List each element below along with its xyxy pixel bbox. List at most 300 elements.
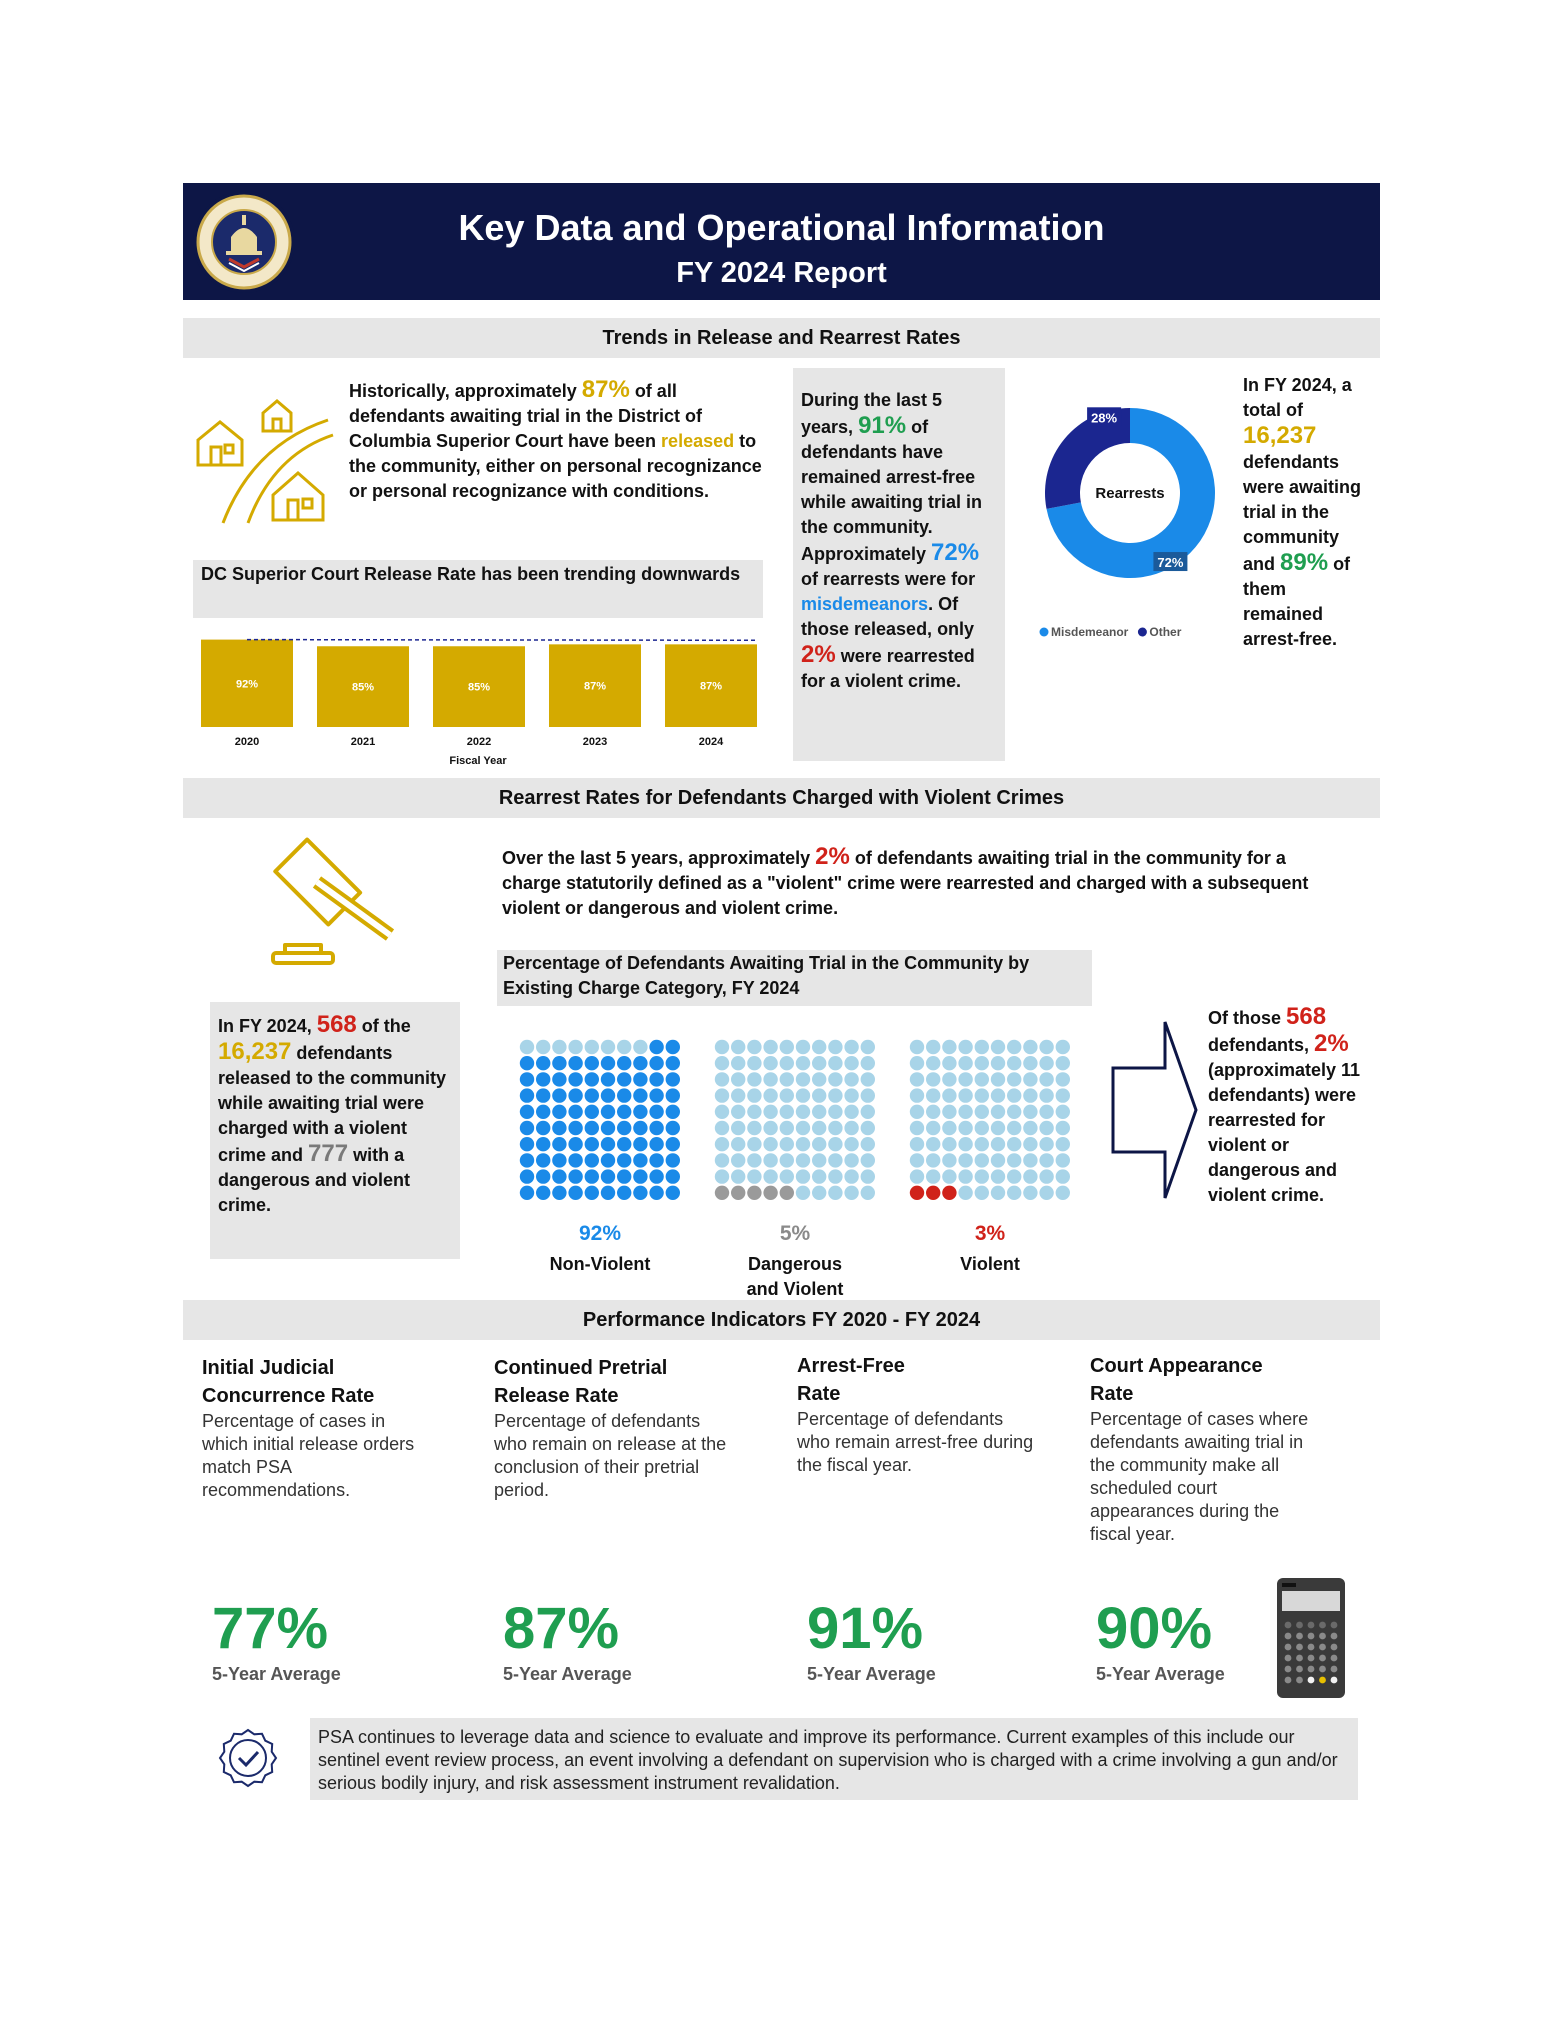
bar-value-label: 85%	[467, 681, 491, 694]
waffle-dot	[731, 1186, 745, 1200]
waffle-dot	[942, 1056, 956, 1070]
waffle-dot	[601, 1072, 615, 1086]
waffle-dot	[552, 1186, 566, 1200]
waffle-dot	[812, 1105, 826, 1119]
calculator-key	[1331, 1677, 1338, 1684]
indicator-value-block	[212, 1595, 341, 1685]
waffle-dot	[958, 1186, 972, 1200]
waffle-dot	[715, 1056, 729, 1070]
waffle-dot	[828, 1121, 842, 1135]
waffle-dot	[633, 1105, 647, 1119]
violent-intro-text: Over the last 5 years, approximately 2% of defendants awaiting trial in the community for a charge statutorily defined as a "violent" crime were rearrested and charged with a subsequent violent or dangerous and violent crime.	[502, 843, 1309, 918]
waffle-dot	[520, 1169, 534, 1183]
waffle-dot	[828, 1137, 842, 1151]
waffle-dot	[763, 1137, 777, 1151]
calculator-key	[1285, 1655, 1292, 1662]
waffle-dot	[552, 1040, 566, 1054]
waffle-dot	[520, 1153, 534, 1167]
waffle-dot	[1039, 1105, 1053, 1119]
indicator-value: 77%	[212, 1596, 329, 1661]
indicator-title: Court Appearance Rate	[1090, 1355, 1263, 1405]
waffle-dot	[617, 1121, 631, 1135]
waffle-dot	[926, 1040, 940, 1054]
waffle-dot	[633, 1169, 647, 1183]
calculator-key	[1296, 1633, 1303, 1640]
x-axis-label: Fiscal Year	[449, 755, 507, 767]
waffle-dot	[958, 1121, 972, 1135]
waffle-dot	[975, 1186, 989, 1200]
calculator-key	[1308, 1677, 1315, 1684]
waffle-dot	[536, 1105, 550, 1119]
waffle-dot	[715, 1088, 729, 1102]
waffle-dot	[975, 1137, 989, 1151]
waffle-dot	[910, 1072, 924, 1086]
waffle-dot	[796, 1088, 810, 1102]
waffle-dot	[763, 1153, 777, 1167]
indicator-value-block	[1096, 1595, 1225, 1685]
waffle-grid	[714, 1039, 876, 1201]
waffle-dot	[942, 1088, 956, 1102]
waffle-dot	[910, 1105, 924, 1119]
waffle-dot	[715, 1153, 729, 1167]
waffle-dot	[601, 1153, 615, 1167]
houses-road-icon	[193, 395, 343, 525]
waffle-dot	[828, 1105, 842, 1119]
indicator-description: Percentage of defendants who remain arrest-free during the fiscal year.	[797, 1409, 1034, 1475]
indicator-description: Percentage of cases where defendants awaiting trial in the community make all scheduled court appearances during the fiscal year.	[1090, 1409, 1309, 1544]
waffle-dot	[731, 1137, 745, 1151]
waffle-dot	[975, 1105, 989, 1119]
waffle-dot	[1023, 1105, 1037, 1119]
waffle-dot	[975, 1169, 989, 1183]
waffle-dot	[861, 1056, 875, 1070]
waffle-dot	[796, 1137, 810, 1151]
indicator-continued-release	[494, 1354, 734, 1502]
waffle-dot	[649, 1072, 663, 1086]
waffle-dot	[958, 1137, 972, 1151]
waffle-dot	[1007, 1186, 1021, 1200]
waffle-dot	[975, 1088, 989, 1102]
waffle-dot	[568, 1072, 582, 1086]
violent-count-box: In FY 2024, 568 of the 16,237 defendants released to the community while awaiting trial were charged with a violent crime and 777 with a dangerous and violent crime.	[210, 1002, 460, 1259]
waffle-dot	[552, 1169, 566, 1183]
waffle-dot	[1056, 1105, 1070, 1119]
waffle-dot	[958, 1105, 972, 1119]
right-arrow-icon	[1110, 1018, 1200, 1203]
waffle-dot	[812, 1153, 826, 1167]
calculator-key	[1308, 1633, 1315, 1640]
waffle-dot	[958, 1088, 972, 1102]
waffle-dot	[1039, 1072, 1053, 1086]
waffle-dot	[958, 1040, 972, 1054]
waffle-dot	[1023, 1056, 1037, 1070]
waffle-dot	[1007, 1137, 1021, 1151]
waffle-dot	[568, 1169, 582, 1183]
waffle-dot	[796, 1169, 810, 1183]
calculator-key	[1319, 1655, 1326, 1662]
waffle-dot	[926, 1072, 940, 1086]
waffle-dot	[568, 1186, 582, 1200]
waffle-dot	[763, 1056, 777, 1070]
gavel-icon	[265, 835, 405, 970]
waffle-dot	[617, 1040, 631, 1054]
waffle-dot	[991, 1088, 1005, 1102]
waffle-dot	[585, 1105, 599, 1119]
waffle-dot	[585, 1169, 599, 1183]
waffle-dot	[1039, 1088, 1053, 1102]
waffle-dot	[1007, 1105, 1021, 1119]
waffle-dot	[568, 1137, 582, 1151]
waffle-dot	[1039, 1056, 1053, 1070]
waffle-dot	[536, 1072, 550, 1086]
waffle-dot	[552, 1056, 566, 1070]
x-tick-label: 2020	[234, 736, 260, 748]
waffle-dot	[520, 1121, 534, 1135]
release-rate-bar-chart	[193, 622, 773, 767]
waffle-dot	[536, 1056, 550, 1070]
waffle-dot	[763, 1121, 777, 1135]
waffle-dot	[585, 1153, 599, 1167]
waffle-dot	[666, 1040, 680, 1054]
legend-label: Other	[1149, 625, 1182, 639]
waffle-dot	[666, 1072, 680, 1086]
waffle-dot	[1056, 1169, 1070, 1183]
waffle-dot	[731, 1121, 745, 1135]
waffle-dot	[780, 1169, 794, 1183]
waffle-dot	[780, 1105, 794, 1119]
waffle-dot	[1039, 1137, 1053, 1151]
violent-rearrest-text: Of those 568 defendants, 2% (approximately 11 defendants) were rearrested for violent or dangerous and violent crime.	[1208, 1003, 1361, 1205]
waffle-dot	[910, 1056, 924, 1070]
indicator-initial-judicial	[202, 1354, 432, 1502]
page-title: Key Data and Operational Information	[458, 207, 1105, 248]
waffle-dot	[991, 1105, 1005, 1119]
waffle-dot	[747, 1088, 761, 1102]
waffle-dot	[763, 1088, 777, 1102]
waffle-dot	[926, 1105, 940, 1119]
waffle-dot	[1023, 1121, 1037, 1135]
waffle-dot	[731, 1169, 745, 1183]
waffle-dot	[763, 1040, 777, 1054]
waffle-dot	[536, 1088, 550, 1102]
waffle-dot	[617, 1056, 631, 1070]
waffle-dot	[780, 1137, 794, 1151]
waffle-dot	[666, 1169, 680, 1183]
waffle-dot	[942, 1105, 956, 1119]
waffle-dot	[910, 1121, 924, 1135]
waffle-chart-dangerous-violent	[714, 1039, 876, 1302]
waffle-dot	[715, 1121, 729, 1135]
waffle-dot	[552, 1121, 566, 1135]
waffle-dot	[1056, 1056, 1070, 1070]
calculator-key	[1331, 1666, 1338, 1673]
waffle-dot	[812, 1169, 826, 1183]
indicator-subtitle: 5-Year Average	[1096, 1664, 1225, 1684]
waffle-dot	[601, 1137, 615, 1151]
waffle-dot	[649, 1040, 663, 1054]
waffle-dot	[844, 1169, 858, 1183]
calculator-key	[1285, 1622, 1292, 1629]
calculator-key	[1319, 1633, 1326, 1640]
waffle-dot	[1056, 1040, 1070, 1054]
waffle-dot	[617, 1088, 631, 1102]
waffle-dot	[991, 1040, 1005, 1054]
waffle-dot	[617, 1072, 631, 1086]
trendline	[247, 640, 757, 641]
waffle-dot	[861, 1040, 875, 1054]
waffle-dot	[975, 1153, 989, 1167]
waffle-dot	[649, 1105, 663, 1119]
waffle-dot	[1007, 1040, 1021, 1054]
release-history-text: Historically, approximately 87% of all defendants awaiting trial in the District of Columbia Superior Court have been released to the community, either on personal recognizance or personal recognizance with conditions.	[349, 376, 762, 501]
waffle-percent: 5%	[779, 1222, 811, 1245]
waffle-dot	[552, 1105, 566, 1119]
indicator-court-appearance	[1090, 1352, 1310, 1546]
waffle-dot	[1056, 1186, 1070, 1200]
waffle-dot	[1023, 1088, 1037, 1102]
waffle-dot	[942, 1169, 956, 1183]
waffle-dot	[975, 1072, 989, 1086]
calculator-key	[1296, 1677, 1303, 1684]
waffle-dot	[585, 1056, 599, 1070]
waffle-dot	[520, 1072, 534, 1086]
waffle-dot	[731, 1088, 745, 1102]
waffle-dot	[828, 1088, 842, 1102]
calculator-key	[1319, 1644, 1326, 1651]
waffle-dot	[926, 1137, 940, 1151]
waffle-dot	[844, 1056, 858, 1070]
indicator-description: Percentage of cases in which initial release orders match PSA recommendations.	[202, 1411, 415, 1500]
waffle-dot	[536, 1153, 550, 1167]
waffle-dot	[942, 1153, 956, 1167]
waffle-dot	[861, 1153, 875, 1167]
waffle-label: Non-Violent	[549, 1254, 651, 1274]
waffle-dot	[747, 1153, 761, 1167]
waffle-dot	[520, 1040, 534, 1054]
fy2024-total-text: In FY 2024, a total of 16,237 defendants were awaiting trial in the community and 89% of them remained arrest-free.	[1243, 375, 1362, 649]
waffle-dot	[975, 1040, 989, 1054]
waffle-dot	[991, 1186, 1005, 1200]
waffle-percent: 3%	[974, 1222, 1006, 1245]
waffle-dot	[715, 1137, 729, 1151]
waffle-dot	[747, 1056, 761, 1070]
waffle-dot	[942, 1137, 956, 1151]
waffle-dot	[585, 1072, 599, 1086]
waffle-dot	[617, 1105, 631, 1119]
calculator-icon	[1276, 1577, 1346, 1699]
waffle-dot	[780, 1153, 794, 1167]
waffle-dot	[828, 1040, 842, 1054]
waffle-dot	[747, 1169, 761, 1183]
calculator-key	[1296, 1644, 1303, 1651]
waffle-dot	[715, 1105, 729, 1119]
waffle-dot	[910, 1040, 924, 1054]
waffle-dot	[844, 1105, 858, 1119]
waffle-dot	[715, 1072, 729, 1086]
waffle-dot	[763, 1186, 777, 1200]
waffle-dot	[633, 1056, 647, 1070]
waffle-dot	[1023, 1072, 1037, 1086]
calculator-key	[1308, 1644, 1315, 1651]
waffle-dot	[1007, 1056, 1021, 1070]
waffle-dot	[796, 1186, 810, 1200]
indicator-value-block	[807, 1595, 936, 1685]
waffle-label: Dangerous and Violent	[746, 1254, 844, 1299]
waffle-dot	[828, 1186, 842, 1200]
waffle-dot	[666, 1088, 680, 1102]
x-tick-label: 2022	[466, 736, 492, 748]
calculator-key	[1285, 1677, 1292, 1684]
waffle-dot	[763, 1072, 777, 1086]
waffle-dot	[649, 1088, 663, 1102]
waffle-dot	[958, 1072, 972, 1086]
waffle-dot	[747, 1121, 761, 1135]
waffle-dot	[731, 1072, 745, 1086]
indicator-title: Initial Judicial Concurrence Rate	[202, 1357, 375, 1407]
waffle-dot	[958, 1056, 972, 1070]
waffle-dot	[568, 1040, 582, 1054]
waffle-dot	[552, 1137, 566, 1151]
waffle-dot	[942, 1186, 956, 1200]
waffle-dot	[601, 1040, 615, 1054]
waffle-dot	[1039, 1186, 1053, 1200]
waffle-dot	[796, 1056, 810, 1070]
waffle-dot	[633, 1088, 647, 1102]
calculator-key	[1319, 1666, 1326, 1673]
waffle-dot	[520, 1186, 534, 1200]
waffle-dot	[780, 1186, 794, 1200]
waffle-dot	[910, 1088, 924, 1102]
indicator-subtitle: 5-Year Average	[503, 1664, 632, 1684]
waffle-dot	[585, 1121, 599, 1135]
waffle-dot	[747, 1105, 761, 1119]
section-title-trends: Trends in Release and Rearrest Rates	[183, 318, 1380, 358]
calculator-key	[1331, 1655, 1338, 1662]
waffle-dot	[1007, 1169, 1021, 1183]
page-subtitle: FY 2024 Report	[676, 257, 887, 289]
waffle-dot	[666, 1153, 680, 1167]
waffle-dot	[1056, 1153, 1070, 1167]
waffle-dot	[861, 1186, 875, 1200]
waffle-percent: 92%	[578, 1222, 622, 1245]
donut-center-label: Rearrests	[1095, 485, 1165, 502]
waffle-dot	[861, 1169, 875, 1183]
waffle-dot	[812, 1040, 826, 1054]
waffle-dot	[926, 1056, 940, 1070]
waffle-dot	[926, 1121, 940, 1135]
waffle-dot	[780, 1121, 794, 1135]
legend-swatch	[1040, 628, 1049, 637]
waffle-dot	[666, 1186, 680, 1200]
waffle-dot	[812, 1088, 826, 1102]
indicator-description: Percentage of defendants who remain on release at the conclusion of their pretrial period.	[494, 1411, 727, 1500]
section-title-performance: Performance Indicators FY 2020 - FY 2024	[183, 1300, 1380, 1340]
indicator-value: 91%	[807, 1596, 924, 1661]
x-tick-label: 2021	[350, 736, 376, 748]
section-title-violent: Rearrest Rates for Defendants Charged with Violent Crimes	[183, 778, 1380, 818]
waffle-dot	[1007, 1153, 1021, 1167]
waffle-dot	[796, 1040, 810, 1054]
waffle-dot	[1039, 1153, 1053, 1167]
waffle-dot	[1056, 1072, 1070, 1086]
waffle-dot	[763, 1105, 777, 1119]
waffle-dot	[731, 1153, 745, 1167]
indicator-subtitle: 5-Year Average	[212, 1664, 341, 1684]
indicator-value-block	[503, 1595, 632, 1685]
indicator-title: Arrest-Free Rate	[797, 1355, 905, 1405]
waffle-dot	[568, 1153, 582, 1167]
waffle-dot	[926, 1088, 940, 1102]
waffle-dot	[536, 1121, 550, 1135]
calculator-key	[1308, 1666, 1315, 1673]
waffle-dot	[780, 1072, 794, 1086]
waffle-dot	[975, 1121, 989, 1135]
waffle-dot	[1023, 1186, 1037, 1200]
waffle-dot	[910, 1153, 924, 1167]
waffle-dot	[796, 1072, 810, 1086]
waffle-dot	[926, 1186, 940, 1200]
waffle-dot	[1056, 1088, 1070, 1102]
waffle-dot	[649, 1121, 663, 1135]
waffle-label: Violent	[960, 1254, 1020, 1274]
waffle-dot	[958, 1153, 972, 1167]
waffle-dot	[715, 1186, 729, 1200]
calculator-key	[1331, 1633, 1338, 1640]
waffle-dot	[958, 1169, 972, 1183]
waffle-dot	[568, 1056, 582, 1070]
waffle-dot	[812, 1186, 826, 1200]
waffle-dot	[942, 1040, 956, 1054]
waffle-dot	[552, 1088, 566, 1102]
waffle-dot	[1007, 1121, 1021, 1135]
waffle-dot	[552, 1072, 566, 1086]
calculator-key	[1296, 1666, 1303, 1673]
waffle-dot	[796, 1105, 810, 1119]
waffle-dot	[585, 1088, 599, 1102]
bar-value-label: 87%	[583, 680, 607, 693]
waffle-dot	[649, 1153, 663, 1167]
waffle-dot	[601, 1121, 615, 1135]
waffle-dot	[568, 1121, 582, 1135]
waffle-dot	[844, 1137, 858, 1151]
legend-swatch	[1138, 628, 1147, 637]
waffle-dot	[844, 1121, 858, 1135]
waffle-dot	[747, 1040, 761, 1054]
waffle-grid	[519, 1039, 681, 1201]
waffle-dot	[601, 1169, 615, 1183]
indicator-arrest-free	[797, 1352, 1037, 1477]
waffle-dot	[666, 1121, 680, 1135]
calculator-key	[1285, 1633, 1292, 1640]
waffle-dot	[991, 1072, 1005, 1086]
indicator-value: 87%	[503, 1596, 620, 1661]
waffle-dot	[536, 1137, 550, 1151]
waffle-dot	[585, 1040, 599, 1054]
release-rate-chart-title: DC Superior Court Release Rate has been trending downwards	[193, 560, 763, 618]
waffle-dot	[520, 1088, 534, 1102]
waffle-dot	[601, 1088, 615, 1102]
waffle-dot	[649, 1056, 663, 1070]
waffle-dot	[633, 1186, 647, 1200]
waffle-dot	[1039, 1169, 1053, 1183]
waffle-dot	[715, 1169, 729, 1183]
waffle-dot	[568, 1105, 582, 1119]
waffle-dot	[520, 1137, 534, 1151]
waffle-dot	[649, 1137, 663, 1151]
waffle-dot	[520, 1105, 534, 1119]
waffle-dot	[861, 1137, 875, 1151]
waffle-dot	[861, 1072, 875, 1086]
